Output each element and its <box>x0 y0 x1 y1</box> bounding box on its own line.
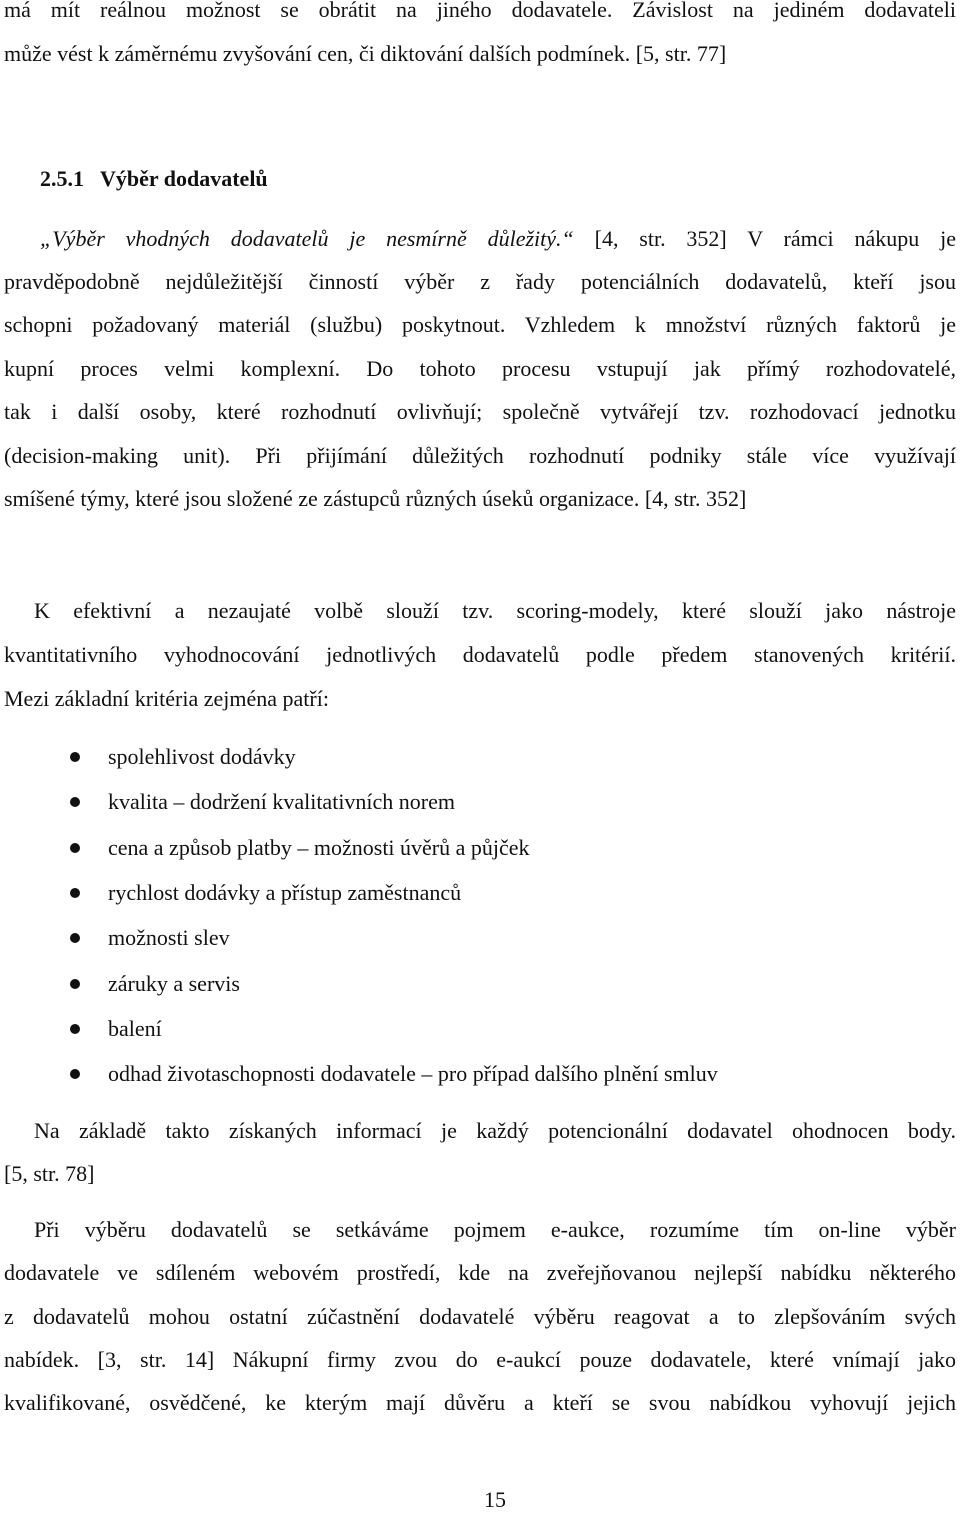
text-line: má mít reálnou možnost se obrátit na jiného dodavatele. Závislost na jediném dodavateli <box>4 0 956 22</box>
list-item: záruky a servis <box>108 971 240 996</box>
paragraph-line: kupní proces velmi komplexní. Do tohoto procesu vstupují jak přímý rozhodovatelé, <box>4 356 956 381</box>
paragraph-line: Při výběru dodavatelů se setkáváme pojmem e-aukce, rozumíme tím on-line výběr <box>34 1217 956 1242</box>
list-item: kvalita – dodržení kvalitativních norem <box>108 789 456 814</box>
paragraph-line: K efektivní a nezaujaté volbě slouží tzv. scoring-modely, které slouží jako nástroje <box>34 598 956 623</box>
bullet-icon <box>70 1069 80 1079</box>
paragraph-line: tak i další osoby, které rozhodnutí ovlivňují; společně vytvářejí tzv. rozhodovací jednotku <box>4 399 956 424</box>
paragraph-line: smíšené týmy, které jsou složené ze zástupců různých úseků organizace. [4, str. 352] <box>4 486 747 511</box>
paragraph-line: kvantitativního vyhodnocování jednotlivých dodavatelů podle předem stanovených kritérií. <box>4 642 956 667</box>
bullet-icon <box>70 1024 80 1034</box>
section-title: Výběr dodavatelů <box>100 166 268 191</box>
paragraph-line: Mezi základní kritéria zejména patří: <box>4 686 329 711</box>
paragraph-line: [5, str. 78] <box>4 1161 95 1186</box>
list-item: balení <box>108 1016 162 1041</box>
citation: [4, str. 352] V rámci nákupu je <box>573 226 956 251</box>
paragraph-line: pravděpodobně nejdůležitější činností výběr z řady potenciálních dodavatelů, kteří jsou <box>4 269 956 294</box>
bullet-icon <box>70 843 80 853</box>
bullet-icon <box>70 888 80 898</box>
text-line: může vést k záměrnému zvyšování cen, či diktování dalších podmínek. [5, str. 77] <box>4 41 727 66</box>
list-item: rychlost dodávky a přístup zaměstnanců <box>108 880 462 905</box>
paragraph-line: nabídek. [3, str. 14] Nákupní firmy zvou do e-aukcí pouze dodavatele, které vnímají jako <box>4 1347 956 1372</box>
page-number: 15 <box>484 1487 506 1512</box>
bullet-icon <box>70 752 80 762</box>
section-heading <box>40 165 960 193</box>
paragraph-line: z dodavatelů mohou ostatní zúčastnění dodavatelé výběru reagovat a to zlepšováním svých <box>4 1304 956 1329</box>
section-number: 2.5.1 <box>40 166 84 191</box>
paragraph-line: (decision-making unit). Při přijímání důležitých rozhodnutí podniky stále více využívají <box>4 443 956 468</box>
quote: „Výběr vhodných dodavatelů je nesmírně důležitý.“ <box>40 226 574 251</box>
list-item: cena a způsob platby – možnosti úvěrů a půjček <box>108 835 530 860</box>
bullet-icon <box>70 797 80 807</box>
bullet-icon <box>70 979 80 989</box>
list-item: možnosti slev <box>108 925 230 950</box>
paragraph-line: schopni požadovaný materiál (službu) poskytnout. Vzhledem k množství různých faktorů je <box>4 312 956 337</box>
bullet-icon <box>70 933 80 943</box>
paragraph-line: Na základě takto získaných informací je každý potencionální dodavatel ohodnocen body. <box>34 1118 956 1143</box>
paragraph-line: kvalifikované, osvědčené, ke kterým mají důvěru a kteří se svou nabídkou vyhovují jejich <box>4 1390 956 1415</box>
paragraph-line: dodavatele ve sdíleném webovém prostředí, kde na zveřejňovanou nejlepší nabídku některého <box>4 1260 956 1285</box>
paragraph-line <box>40 225 956 253</box>
list-item: spolehlivost dodávky <box>108 744 296 769</box>
list-item: odhad životaschopnosti dodavatele – pro případ dalšího plnění smluv <box>108 1061 718 1086</box>
